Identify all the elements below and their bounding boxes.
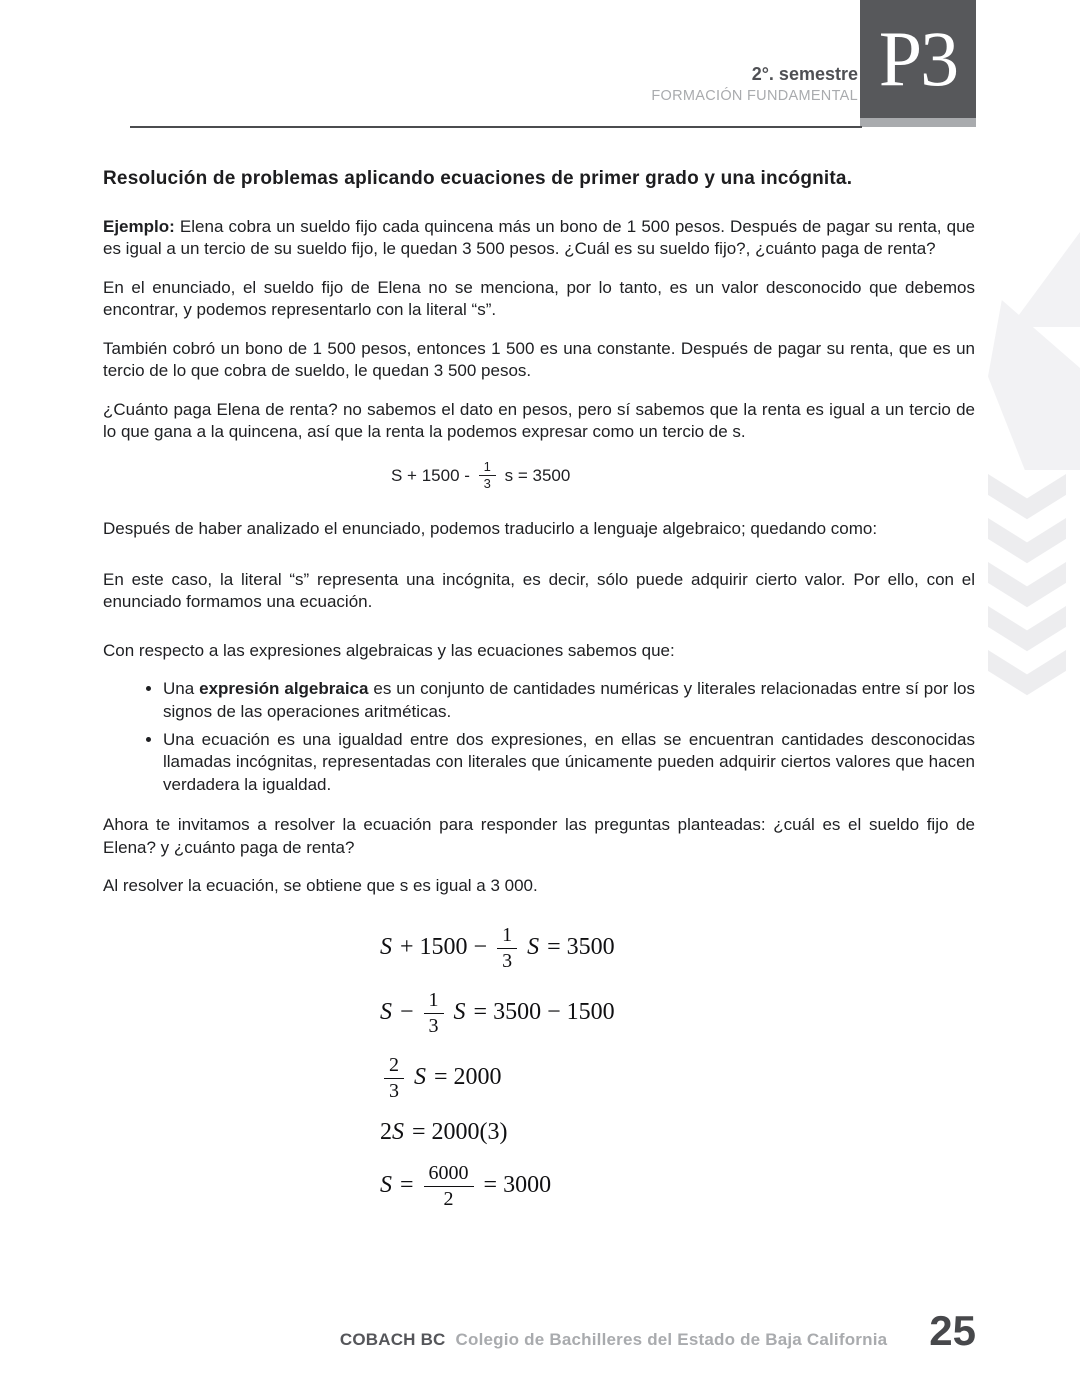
paragraph: También cobró un bono de 1 500 pesos, entonces 1 500 es una constante. Después de pagar su renta, que es un tercio de lo que cobra de sueldo, le quedan 3 500 pesos. (103, 338, 975, 381)
math-variable: S (527, 933, 540, 960)
bullet-list (103, 678, 975, 796)
example-text: Elena cobra un sueldo fijo cada quincena más un bono de 1 500 pesos. Después de pagar su renta, que es igual a un tercio de su sueldo fijo, le quedan 3 500 pesos. ¿Cuál es su sueldo fijo?, ¿cuánto paga de renta? (103, 217, 975, 259)
math-variable: S (380, 1171, 392, 1198)
page-number: 25 (929, 1307, 976, 1354)
footer-institution: Colegio de Bachilleres del Estado de Baja California (455, 1330, 888, 1349)
math-token: − (400, 998, 414, 1025)
fraction (384, 1054, 404, 1103)
fraction (479, 460, 496, 493)
program-label: FORMACIÓN FUNDAMENTAL (651, 88, 858, 104)
solution-steps (380, 924, 975, 1211)
math-token: = 3500 (547, 933, 615, 960)
paragraph: Ahora te invitamos a resolver la ecuación para responder las preguntas planteadas: ¿cuál es el sueldo fijo de Elena? y ¿cuánto paga de renta? (103, 815, 975, 857)
numerator: 6000 (424, 1162, 474, 1187)
denominator: 3 (428, 1014, 439, 1037)
bullet-text: es un conjunto de cantidades numéricas y literales relacionadas entre sí por los signos de las operaciones aritméticas. (163, 679, 975, 721)
fraction (424, 989, 444, 1038)
solution-step (380, 924, 975, 973)
page-title: Resolución de problemas aplicando ecuaciones de primer grado y una incógnita. (103, 168, 853, 189)
paragraph: Al resolver la ecuación, se obtiene que s es igual a 3 000. (103, 876, 538, 896)
numerator: 1 (497, 924, 517, 949)
solution-step (380, 1054, 975, 1103)
math-token: = 2000(3) (412, 1118, 508, 1145)
math-token: = (400, 1171, 414, 1198)
math-token: + 1500 − (400, 933, 488, 960)
math-token: S + 1500 - (391, 465, 470, 485)
math-token: 2 (380, 1118, 392, 1145)
solution-step (380, 1162, 975, 1211)
math-variable: S (380, 933, 392, 960)
math-token: = 3000 (483, 1171, 552, 1198)
paragraph: En el enunciado, el sueldo fijo de Elena no se menciona, por lo tanto, es un valor desconocido que debemos encontrar, y podemos representarlo con la literal “s”. (103, 277, 975, 320)
bullet-text: Una (163, 679, 200, 699)
bullet-bold-text: expresión algebraica (199, 679, 369, 699)
math-variable: S (380, 998, 392, 1025)
denominator: 3 (502, 949, 513, 972)
math-variable: S (453, 998, 466, 1025)
math-variable: S (414, 1063, 426, 1090)
math-token: = 2000 (434, 1063, 502, 1090)
unit-badge: P3 (860, 0, 976, 118)
paragraph: Con respecto a las expresiones algebraicas y las ecuaciones sabemos que: (103, 640, 675, 660)
fraction (424, 1162, 474, 1211)
example-label: Ejemplo: (103, 217, 175, 236)
semester-label: 2°. semestre (751, 64, 858, 84)
math-token: s = 3500 (504, 465, 571, 485)
paragraph-example (103, 216, 975, 261)
numerator: 2 (384, 1054, 404, 1079)
paragraph: Después de haber analizado el enunciado, podemos traducirlo a lenguaje algebraico; quedando como: (103, 519, 878, 539)
solution-step (380, 1119, 975, 1146)
denominator: 2 (443, 1187, 454, 1210)
bullet-item: • Una ecuación es una igualdad entre dos expresiones, en ellas se encuentran cantidades desconocidas llamadas incógnitas, representadas con literales que únicamente pueden adquirir ciertos valores que hacen verdadera la igualdad. (163, 729, 975, 796)
numerator: 1 (424, 989, 444, 1014)
page-footer (339, 1307, 976, 1354)
solution-step (380, 989, 975, 1038)
paragraph: En este caso, la literal “s” representa una incógnita, es decir, sólo puede adquirir cierto valor. Por ello, con el enunciado formamos una ecuación. (103, 569, 975, 612)
paragraph: ¿Cuánto paga Elena de renta? no sabemos el dato en pesos, pero sí sabemos que la renta es igual a un tercio de lo que gana a la quincena, así que la renta la podemos expresar como un tercio de s. (103, 399, 975, 442)
numerator: 1 (479, 460, 496, 477)
inline-equation (391, 460, 975, 493)
math-variable: S (392, 1118, 404, 1145)
bullet-item (163, 678, 975, 723)
fraction (497, 924, 517, 973)
math-token: = 3500 − 1500 (473, 998, 615, 1025)
denominator: 3 (389, 1079, 399, 1102)
footer-brand: COBACH BC (339, 1330, 446, 1349)
denominator: 3 (483, 476, 491, 492)
